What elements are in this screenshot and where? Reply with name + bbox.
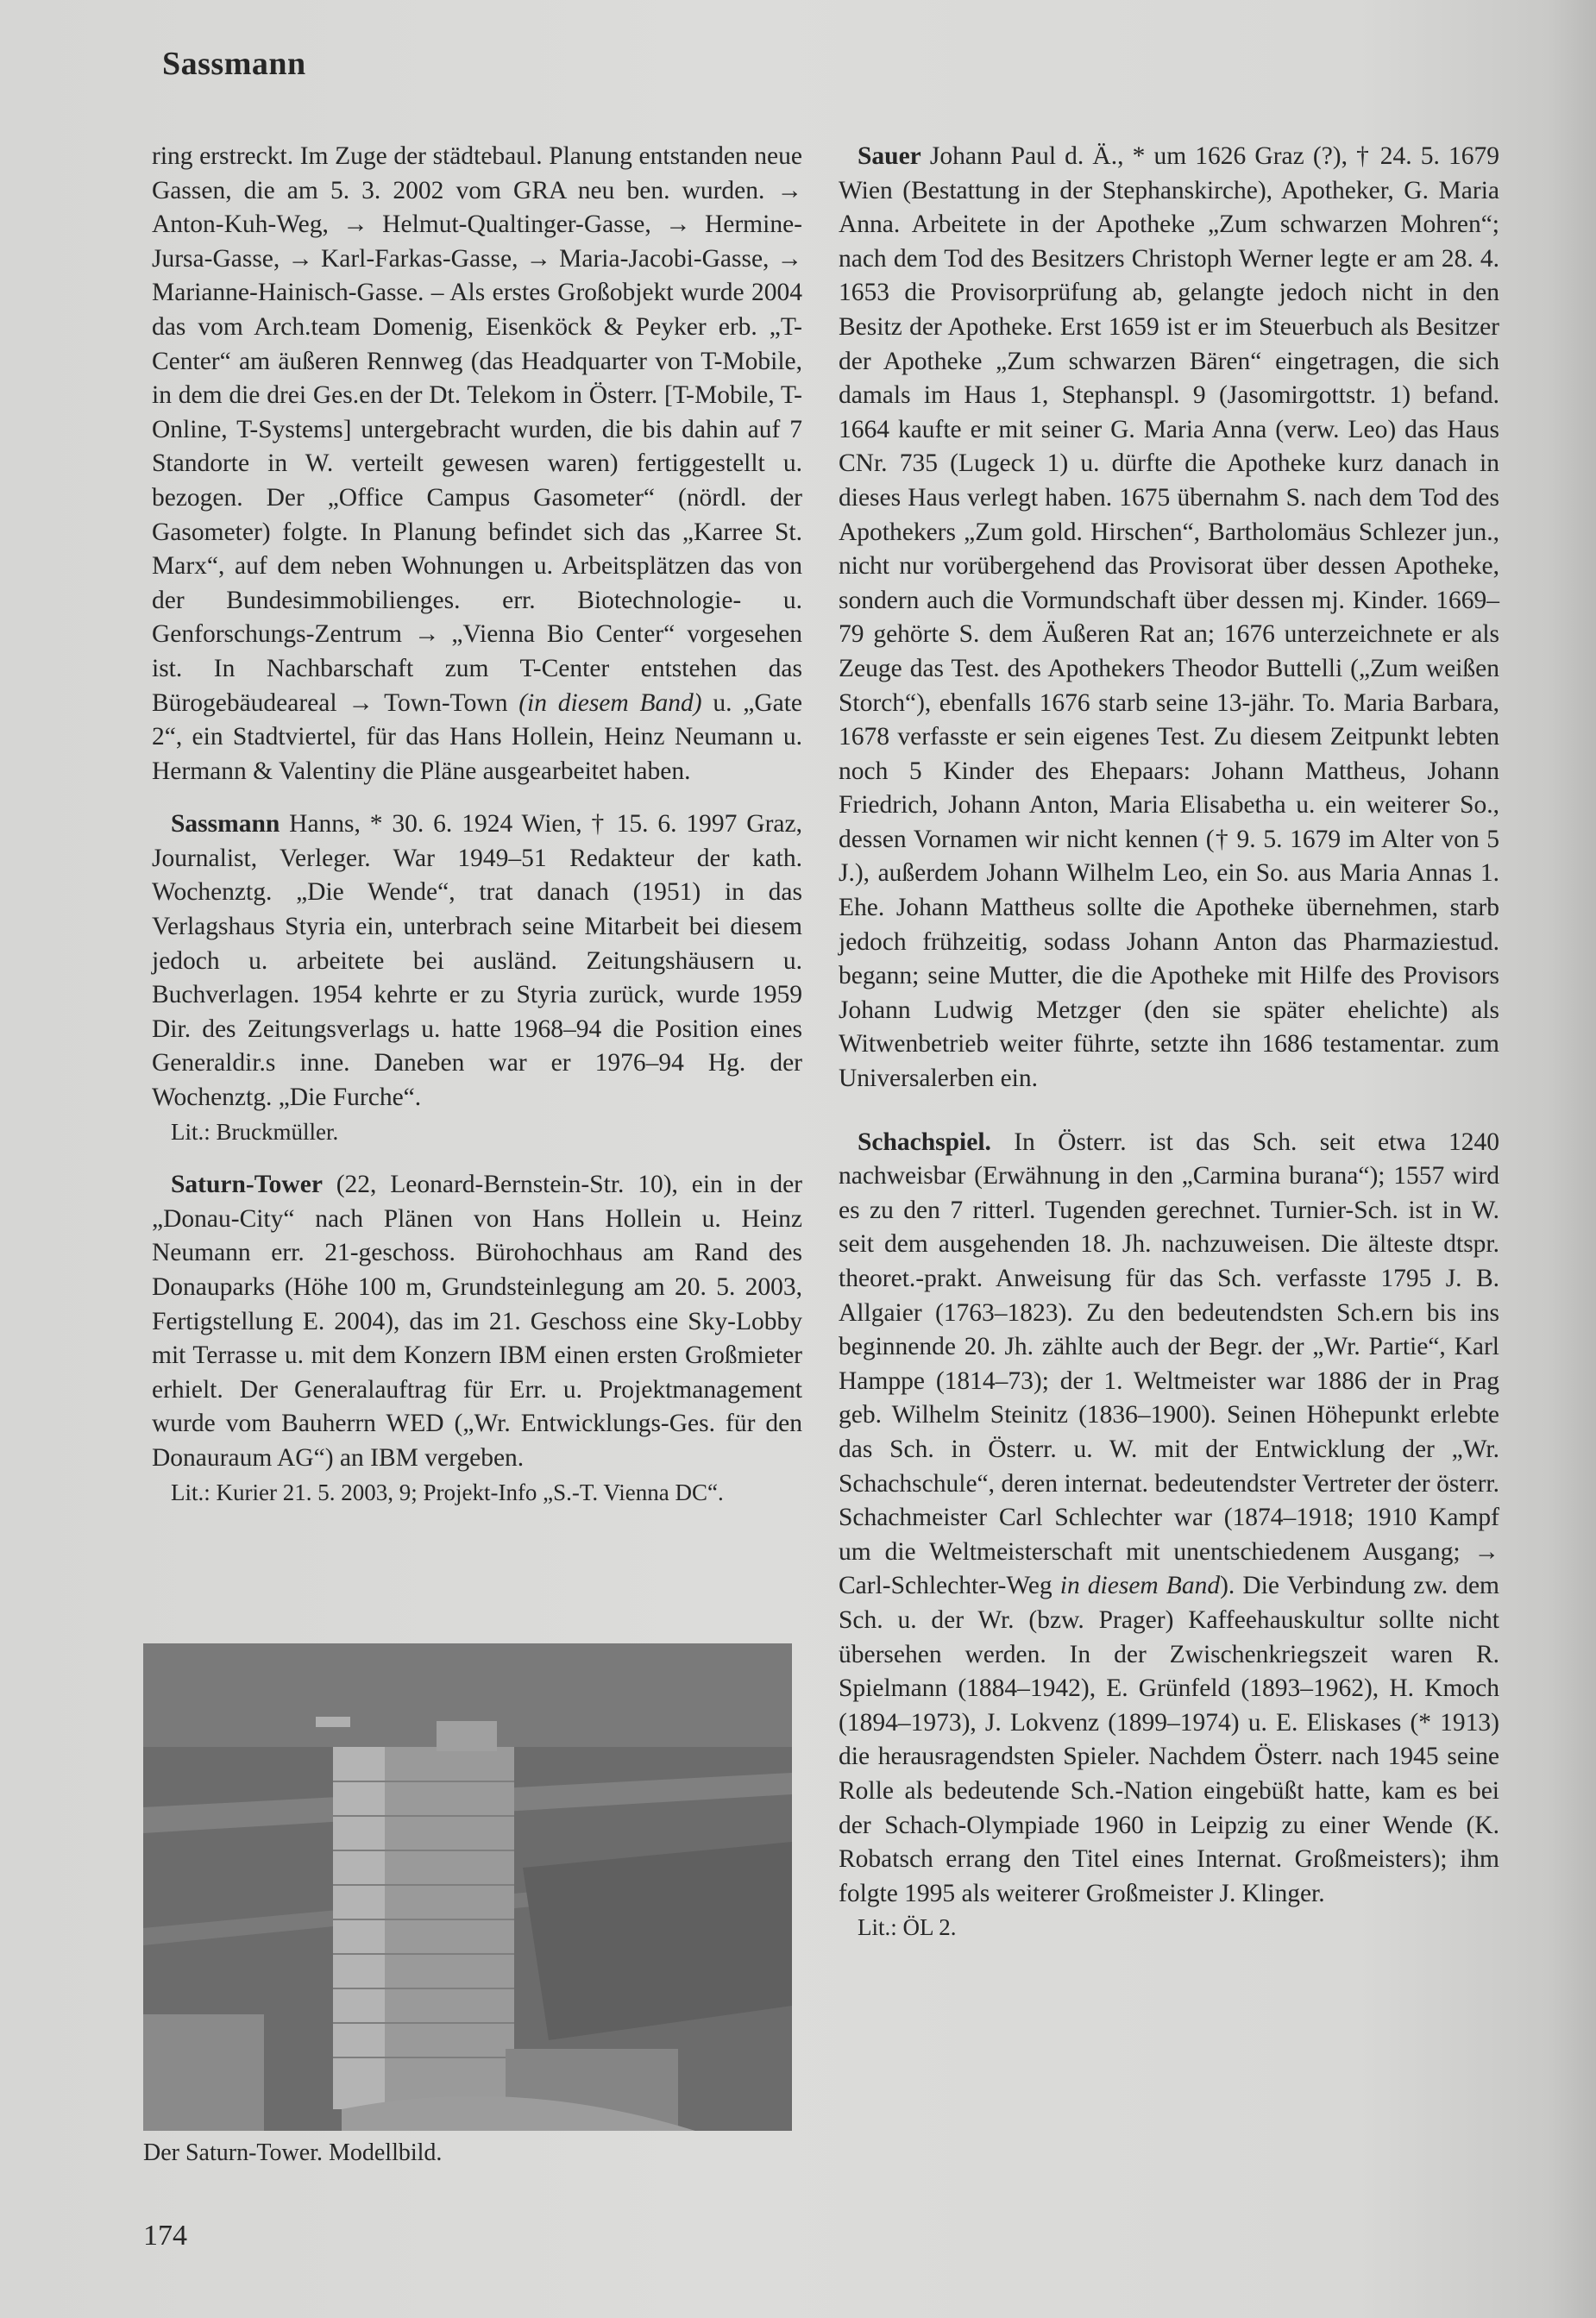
left-column xyxy=(152,140,802,1510)
entry-keyword: Sauer xyxy=(858,142,921,170)
figure-caption: Der Saturn-Tower. Modellbild. xyxy=(143,2139,443,2166)
entry-saturn-tower: Saturn-Tower (22, Leonard-Bernstein-Str. 10), ein in der „Donau-City“ nach Plänen von Hans Hollein u. Heinz Neumann err. 21-geschoss. Bürohochhaus am Rand des Donauparks (Höhe 100 m, Grundsteinlegung am 20. 5. 2003, Fertigstellung E. 2004), das im 21. Geschoss eine Sky-Lobby mit Terrasse u. mit dem Konzern IBM einen ersten Großmieter erhielt. Der Generalauftrag für Err. u. Projektmanagement wurde vom Bauherrn WED („Wr. Entwicklungs-Ges. für den Donauraum AG“) an IBM vergeben. xyxy=(152,1171,802,1472)
saturn-tower-photo xyxy=(143,1643,792,2131)
right-column xyxy=(839,140,1499,1945)
entry-keyword: Sassmann xyxy=(171,810,280,839)
literature-reference: Lit.: ÖL 2. xyxy=(858,1914,957,1941)
roof-terrace xyxy=(316,1717,350,1727)
literature-reference: Lit.: Bruckmüller. xyxy=(171,1118,339,1145)
literature-reference: Lit.: Kurier 21. 5. 2003, 9; Projekt-Info „S.-T. Vienna DC“. xyxy=(171,1479,724,1505)
tower-face xyxy=(333,1747,385,2109)
paragraph-continuation: ring erstreckt. Im Zuge der städtebaul. Planung entstanden neue Gassen, die am 5. 3. 2002 vom GRA neu ben. wurden. → Anton-Kuh-Weg, → Helmut-Qualtinger-Gasse, → Hermine-Jursa-Gasse, → Karl-Farkas-Gasse, → Maria-Jacobi-Gasse, → Marianne-Hainisch-Gasse. – Als erstes Großobjekt wurde 2004 das vom Arch.team Domenig, Eisenköck & Peyker erb. „T-Center“ am äußeren Rennweg (das Headquarter von T-Mobile, in dem die drei Ges.en der Dt. Telekom in Österr. [T-Mobile, T-Online, T-Systems] untergebracht wurden, die bis dahin auf 7 Standorte in W. verteilt gewesen waren) fertiggestellt u. bezogen. Der „Office Campus Gasometer“ (nördl. der Gasometer) folgte. In Planung befindet sich das „Karree St. Marx“, auf dem neben Wohnungen u. Arbeitsplätzen das von der Bundesimmobilienges. err. Biotechnologie- u. Genforschungs-Zentrum → „Vienna Bio Center“ vorgesehen ist. In Nachbarschaft zum T-Center entstehen das Bürogebäudeareal → Town-Town (in diesem Band) u. „Gate 2“, ein Stadtviertel, für das Hans Hollein, Heinz Neumann u. Hermann & Valentiny die Pläne ausgearbeitet haben. xyxy=(152,142,803,785)
page-number: 174 xyxy=(143,2220,187,2252)
adjacent-building xyxy=(143,2014,264,2131)
running-head: Sassmann xyxy=(162,46,306,82)
entry-sauer: Sauer Johann Paul d. Ä., * um 1626 Graz (?), † 24. 5. 1679 Wien (Bestattung in der Stephanskirche), Apotheker, G. Maria Anna. Arbeitete in der Apotheke „Zum schwarzen Mohren“; nach dem Tod des Besitzers Christoph Werner legte er am 28. 4. 1653 die Provisorprüfung ab, gelangte jedoch nicht in den Besitz der Apotheke. Erst 1659 ist er im Steuerbuch als Besitzer der Apotheke „Zum schwarzen Bären“ eingetragen, die sich damals im Haus 1, Stephanspl. 9 (Jasomirgottstr. 1) befand. 1664 kaufte er mit seiner G. Maria Anna (verw. Leo) das Haus CNr. 735 (Lugeck 1) u. dürfte die Apotheke kurz danach in dieses Haus verlegt haben. 1675 übernahm S. nach dem Tod des Apothekers „Zum gold. Hirschen“, Bartholomäus Schlezer jun., nicht nur vorübergehend das Provisorat über dessen Apotheke, sondern auch die Vormundschaft über dessen mj. Kinder. 1669–79 gehörte S. dem Äußeren Rat an; 1676 unterzeichnete er als Zeuge das Test. des Apothekers Theodor Buttelli („Zum weißen Storch“), ebenfalls 1676 starb seine 13-jähr. To. Maria Barbara, 1678 verfasste er sein eigenes Test. Zu diesem Zeitpunkt lebten noch 5 Kinder des Ehepaars: Johann Mattheus, Johann Friedrich, Johann Anton, Maria Elisabetha u. ein weiterer So., dessen Vornamen wir nicht kennen († 9. 5. 1679 im Alter von 5 J.), außerdem Johann Wilhelm Leo, ein So. aus Maria Annas 1. Ehe. Johann Mattheus sollte die Apotheke übernehmen, starb jedoch frühzeitig, sodass Johann Anton das Pharmaziestud. begann; seine Mutter, die die Apotheke mit Hilfe des Provisors Johann Ludwig Metzger (den sie später ehelichte) als Witwenbetrieb weiter führte, setzte ihn 1686 testamentar. zum Universalerben ein. xyxy=(839,142,1500,1093)
park-area xyxy=(523,1842,792,2040)
tower-illustration xyxy=(143,1643,792,2131)
entry-schachspiel: Schachspiel. In Österr. ist das Sch. seit etwa 1240 nachweisbar (Erwähnung in den „Carmina burana“); 1557 wird es zu den 7 ritterl. Tugenden gerechnet. Turnier-Sch. ist in W. seit dem ausgehenden 18. Jh. nachzuweisen. Die älteste dtspr. theoret.-prakt. Anweisung für das Sch. verfasste 1795 J. B. Allgaier (1763–1823). Zu den bedeutendsten Sch.ern bis ins beginnende 20. Jh. zählte auch der Begr. der „Wr. Partie“, Karl Hamppe (1814–73); der 1. Weltmeister war 1886 der in Prag geb. Wilhelm Steinitz (1836–1900). Seinen Höhepunkt erlebte das Sch. in Österr. u. W. mit der Entwicklung der „Wr. Schachschule“, deren internat. bedeutendster Vertreter der österr. Schachmeister Carl Schlechter war (1874–1918; 1910 Kampf um die Weltmeisterschaft mit unentschiedenem Ausgang; → Carl-Schlechter-Weg in diesem Band). Die Verbindung zw. dem Sch. u. der Wr. (bzw. Prager) Kaffeehauskultur sollte nicht übersehen werden. In der Zwischenkriegszeit waren R. Spielmann (1884–1942), E. Grünfeld (1893–1962), H. Kmoch (1894–1973), J. Lokvenz (1899–1974) u. E. Eliskases (* 1913) die herausragendsten Spieler. Nachdem Österr. nach 1945 seine Rolle als bedeutende Sch.-Nation eingebüßt hatte, kam es bei der Schach-Olympiade 1960 in Leipzig zu einer Wende (K. Robatsch errang den Titel eines Internat. Großmeisters); ihm folgte 1995 als weiterer Großmeister J. Klinger. xyxy=(839,1128,1499,1907)
entry-keyword: Saturn-Tower xyxy=(171,1171,323,1199)
entry-keyword: Schachspiel. xyxy=(858,1128,991,1156)
entry-sassmann: Sassmann Hanns, * 30. 6. 1924 Wien, † 15. 6. 1997 Graz, Journalist, Verleger. War 1949–51 Redakteur der kath. Wochenztg. „Die Wende“, trat danach (1951) in das Verlagshaus Styria ein, unterbrach seine Mitarbeit bei diesem jedoch u. arbeitete bei ausländ. Zeitungshäusern u. Buchverlagen. 1954 kehrte er zu Styria zurück, wurde 1959 Dir. des Zeitungsverlags u. hatte 1968–94 die Position eines Generaldir.s inne. Daneben war er 1976–94 Hg. der Wochenztg. „Die Furche“. xyxy=(152,810,802,1112)
tower-crown xyxy=(437,1721,497,1751)
